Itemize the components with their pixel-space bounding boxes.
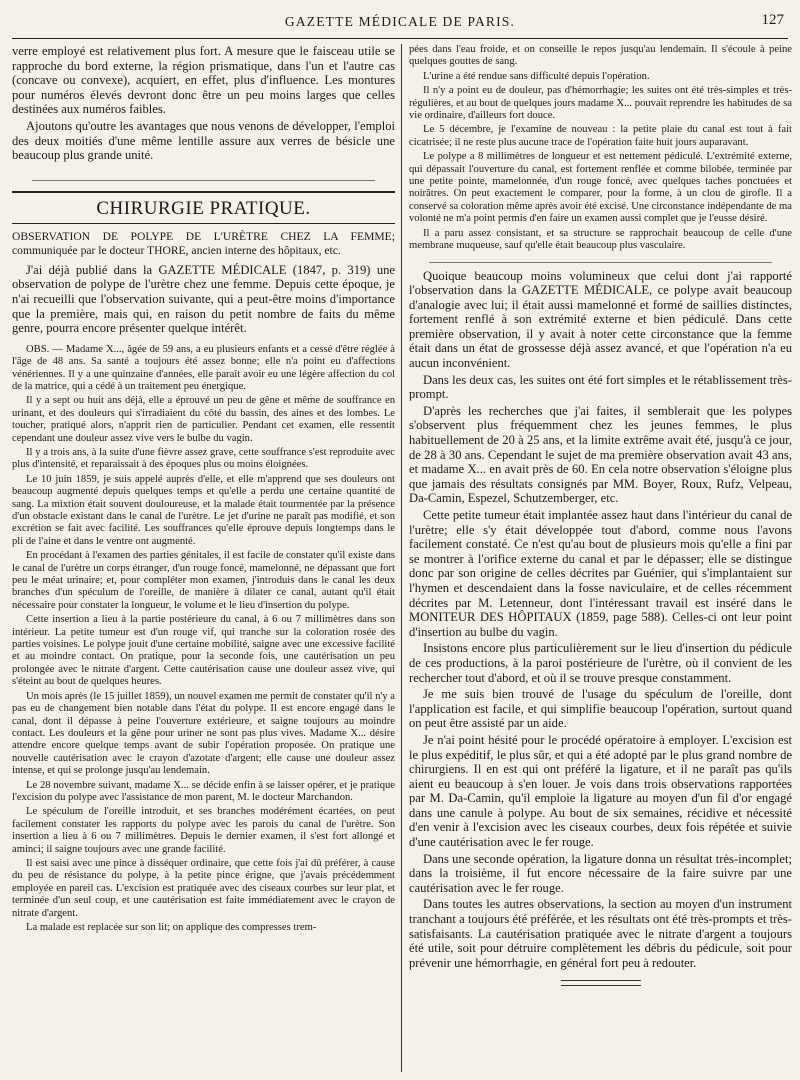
observation-paragraph: Le 5 décembre, je l'examine de nouveau : la petite plaie du canal est tout à fait cicatrisée; il ne reste plus aucune trace de l'opération faite huit jours auparavant.: [409, 124, 792, 148]
discussion-paragraph: Dans les deux cas, les suites ont été fort simples et le rétablissement très-prompt.: [409, 372, 792, 402]
left-column: [12, 44, 395, 1072]
observation-paragraph: Le 10 juin 1859, je suis appelé auprès d'elle, et elle m'apprend que ses douleurs ont beaucoup augmenté depuis quelques temps et qu'elle a perdu une certaine quantité de sang. La mixtion était souvent douloureuse, et la malade était tourmentée par la présence d'un obstacle existant dans le canal de l'urètre. Le jet d'urine ne paraît pas modifié, et son excrétion se fait avec facilité. Les souffrances qu'elle éprouve depuis longtemps dans le pli de l'aine et dans le ventre ont augmenté.: [12, 473, 395, 547]
observation-paragraph: Un mois après (le 15 juillet 1859), un nouvel examen me permit de constater qu'il n'y a pas eu de changement bien notable dans l'état du polype. Il est encore engagé dans le canal, dont il dépasse à peine l'ouverture extérieure, et saigne toujours au moindre contact. Les douleurs et la gêne pour uriner ne sont pas plus vives. Madame X... désire attendre encore quelque temps avant de subir l'opération proposée. On pratique une nouvelle cautérisation avec le crayon d'azotate d'argent; elle cause une douleur assez intense, et qui se prolonge jusqu'au lendemain.: [12, 690, 395, 777]
separator: [12, 173, 395, 187]
lead-paragraph: J'ai déjà publié dans la GAZETTE MÉDICALE (1847, p. 319) une observation de polype de l'urètre chez une femme. Depuis cette époque, je n'ai recueilli que l'observation suivante, qui a peut-être moins d'importance que la première, mais qui, en raison du petit nombre de faits du même genre, pourra encore présenter quelque intérêt.: [12, 262, 395, 336]
discussion-paragraph: Dans une seconde opération, la ligature donna un résultat très-incomplet; dans la troisième, il fut encore nécessaire de la faire suivre par une cautérisation avec le fer rouge.: [409, 851, 792, 895]
section-title: CHIRURGIE PRATIQUE.: [12, 191, 395, 224]
observation-paragraph: Il est saisi avec une pince à disséquer ordinaire, que cette fois j'ai dû préférer, à cause du peu de résistance du polype, à la petite pince érigne, que j'avais précédemment employée en pareil cas. L'excision est pratiquée avec des ciseaux courbes sur leur plat, et terminée d'un seul coup, et une cautérisation est faite immédiatement avec le crayon de nitrate d'argent.: [12, 857, 395, 919]
right-column: [409, 44, 792, 1072]
discussion-paragraph: D'après les recherches que j'ai faites, il semblerait que les polypes s'observent plus fréquemment chez les jeunes femmes, le plus habituellement de 20 à 25 ans, et la limite extrême avait été, jusqu'à ce jour, de 28 à 30 ans. Cependant le sujet de ma première observation avait 43 ans, et madame X... en avait près de 60. En cela notre observation s'éloigne plus que jamais des résultats consignés par MM. Boyer, Roux, Rufz, Velpeau, Da-Camin, Espezel, Schutzemberger, etc.: [409, 403, 792, 506]
intro-paragraph: verre employé est relativement plus fort. A mesure que le faisceau utile se rapproche du bord externe, la région prismatique, dans l'un et l'autre cas (concave ou convexe), acquiert, en effet, plus d'influence. Les montures pour numéros élevés devront donc être un peu moins larges que celles destinées aux numéros faibles.: [12, 44, 395, 117]
discussion-paragraph: Je n'ai point hésité pour le procédé opératoire à employer. L'excision est le plus expéditif, le plus sûr, et qui a été adopté par le plus grand nombre de chirurgiens. Il en est qui ont préféré la ligature, et il ne paraît pas qu'ils aient eu beaucoup à s'en louer. Je vois dans trois observations rapportées par M. Da-Camin, qu'il emploie la ligature au moyen d'un fil d'or engagé dans une canule à polype. Au bout de six semaines, récidive et nécessité d'en venir à l'excision avec les ciseaux courbes, deux fois répétée et suivie d'une cautérisation avec le fer rouge.: [409, 732, 792, 850]
observation-paragraph: Il y a trois ans, à la suite d'une fièvre assez grave, cette souffrance s'est reproduite avec plus d'intensité, et reparaissait à des époques plus ou moins éloignées.: [12, 446, 395, 471]
observation-paragraph: Le spéculum de l'oreille introduit, et ses branches modérément écartées, on peut facilement constater les rapports du polype avec les parois du canal de l'urètre. Son insertion a lieu à 6 ou 7 millimètres. Depuis le dernier examen, il s'est fort allongé et aminci; il saigne toujours avec une grande facilité.: [12, 806, 395, 855]
discussion-paragraph: Cette petite tumeur était implantée assez haut dans l'intérieur du canal de l'urètre; elle s'y était développée tout d'abord, comme nous l'avons facilement constaté. Ce n'est qu'au bout de plusieurs mois qu'elle a fini par se montrer à l'orifice externe du canal et par le dépasser; elle se distingue donc par son origine de celles décrites par Guénier, qui s'implantaient sur l'hymen et descendaient dans la fosse naviculaire, et de celles récemment décrites par M. Letenneur, dont l'intéressant travail est inséré dans le MONITEUR DES HÔPITAUX (1859, page 588). Celles-ci ont leur point d'insertion au bulbe du vagin.: [409, 508, 792, 639]
observation-paragraph: La malade est replacée sur son lit; on applique des compresses trem-: [26, 922, 317, 933]
observation-paragraph: L'urine a été rendue sans difficulté depuis l'opération.: [423, 70, 650, 82]
observation-paragraph: OBS. — Madame X..., âgée de 59 ans, a eu plusieurs enfants et a cessé d'être réglée à l'âge de 48 ans. Sa santé a toujours été assez bonne; elle n'a point eu d'affections vénériennes. Il y a une quinzaine d'années, elle paraît avoir eu une légère affection du col de la matrice, qui a cédé à un traitement peu énergique.: [12, 343, 395, 392]
observation-paragraph: En procédant à l'examen des parties génitales, il est facile de constater qu'il existe dans le canal de l'urètre un corps étranger, d'un rouge foncé, mamelonné, ne dépassant que fort peu le méat urinaire; et, pour compléter mon examen, j'introduis dans le canal les deux branches d'un spéculum de l'oreille, de manière à dilater ce canal, autant qu'il était nécessaire pour constater la longueur, le volume et le lieu d'insertion du polype.: [12, 550, 395, 611]
discussion-paragraph: Dans toutes les autres observations, la section au moyen d'un instrument tranchant a toujours été préférée, et les résultats ont été très-prompts et très-satisfaisants. La cautérisation pratiquée avec le nitrate d'argent a toujours été utile, soit pour détruire complètement les débris du pédicule, soit pour prévenir une hémorrhagie, en général fort peu à redouter.: [409, 897, 792, 970]
discussion-paragraph: Quoique beaucoup moins volumineux que celui dont j'ai rapporté l'observation dans la GAZETTE MÉDICALE, ce polype avait beaucoup d'analogie avec lui; il était aussi mamelonné et formé de saillies distinctes, fortement renflé à son extrémité externe et bien pédiculé. Dans cette première observation, il y avait à noter cette circonstance que la femme était dans un état de grossesse déjà assez avancé, et que l'opération n'a eu aucun inconvénient.: [409, 268, 792, 371]
observation-paragraph: Il n'y a point eu de douleur, pas d'hémorrhagie; les suites ont été très-simples et très-régulières, et au bout de quelques jours madame X... pouvait reprendre les habitudes de sa vie ordinaire, d'ailleurs fort douce.: [409, 85, 792, 122]
discussion-paragraph: Insistons encore plus particulièrement sur le lieu d'insertion du pédicule de ces productions, à la paroi postérieure de l'urètre, où il convient de les rechercher tout d'abord, et où il se trouve presque constamment.: [409, 641, 792, 685]
observation-paragraph: Il a paru assez consistant, et sa structure se rapprochait beaucoup de celle d'une membrane muqueuse, sauf qu'elle était beaucoup plus vasculaire.: [409, 227, 792, 252]
observation-paragraph: Il y a sept ou huit ans déjà, elle a éprouvé un peu de gêne et même de souffrance en urinant, et des douleurs qui s'irradiaient du côté du bassin, des aines et des lombes. Le toucher, pratiqué alors, n'apprit rien de particulier. Pendant cet examen, elle ressentit cependant une douleur assez vive vers le bulbe du vagin.: [12, 395, 395, 444]
observation-paragraph: pées dans l'eau froide, et on conseille le repos jusqu'au lendemain. Il s'écoule à peine quelques gouttes de sang.: [409, 44, 792, 68]
observation-paragraph: Le 28 novembre suivant, madame X... se décide enfin à se laisser opérer, et je pratique l'excision du polype avec l'assistance de mon parent, M. le docteur Marchandon.: [12, 779, 395, 803]
separator: [409, 255, 792, 269]
intro-paragraph: Ajoutons qu'outre les avantages que nous venons de développer, l'emploi des deux moitiés d'une même lentille assure aux verres de bésicle une beaucoup plus grande unité.: [12, 118, 395, 163]
page-number: 127: [761, 12, 784, 28]
observation-title: OBSERVATION DE POLYPE DE L'URÈTRE CHEZ LA FEMME; communiquée par le docteur THORE, ancien interne des hôpitaux, etc.: [12, 229, 395, 257]
observation-paragraph: Cette insertion a lieu à la partie postérieure du canal, à 6 ou 7 millimètres dans son intérieur. La petite tumeur est d'un rouge vif, qui tranche sur la coloration rosée des parties voisines. Le polype jouit d'une certaine mobilité, saigne avec une excessive facilité et au moindre contact. On pratique, pour la seconde fois, une cautérisation un peu prolongée avec le nitrate d'argent. Cette cautérisation cause une douleur assez vive, qui s'éteint au bout de quelques heures.: [12, 614, 395, 688]
column-divider: [401, 44, 402, 1072]
journal-title: GAZETTE MÉDICALE DE PARIS.: [284, 14, 516, 29]
discussion-paragraph: Je me suis bien trouvé de l'usage du spéculum de l'oreille, dont l'application est facile, et qui simplifie beaucoup l'opération, surtout quand on peut être assisté par un aide.: [409, 687, 792, 731]
observation-paragraph: Le polype a 8 millimètres de longueur et est nettement pédiculé. L'extrémité externe, qui dépassait l'ouverture du canal, est fortement renflée et comme bilobée, terminée par une petite pointe, mamelonnée, d'un rouge foncé, avec quelques taches ponctuées et noirâtres. On peut exactement le comparer, pour la forme, à un clou de girofle. Il a conservé sa coloration même après avoir été excisé. Une circonstance indépendante de ma volonté ne m'a point permis d'en faire un examen aussi complet que je l'eusse désiré.: [409, 151, 792, 225]
page-header: [12, 10, 788, 39]
end-rule: [561, 980, 641, 986]
